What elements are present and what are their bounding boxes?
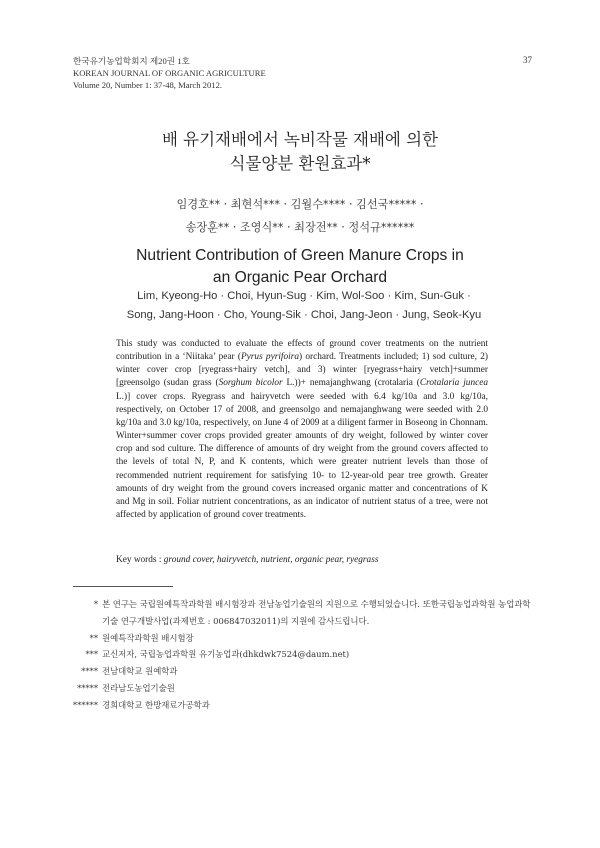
footnote-mark: **	[89, 632, 98, 643]
keywords	[116, 554, 488, 567]
footnote-mark: ****	[81, 666, 98, 677]
footnote-mark: *	[93, 599, 98, 609]
english-authors-line-2: Song, Jang-Hoon · Cho, Young-Sik · Choi, Jang-Jeon · Jung, Seok-Kyu	[126, 309, 482, 321]
footnote-funding: 본 연구는 국립원예특작과학원 배시험장과 전남농업기술원의 지원으로 수행되었습니다. 또한국립농업과학원 농업과학기술 연구개발사업(과제번호 : 006847032011)의 지원에 감사드립니다.	[102, 599, 531, 626]
korean-authors-line-2: 송장훈** · 조영식** · 최장전** · 정석규******	[185, 221, 415, 234]
journal-header	[73, 55, 533, 91]
footnote-affiliation: 전남대학교 원예학과	[102, 666, 178, 677]
english-title-line-2: an Organic Pear Orchard	[212, 269, 388, 286]
footnote-mark: *****	[77, 682, 98, 693]
page-number: 37	[523, 55, 532, 65]
abstract-text-4: L.)] cover crops. Ryegrass and hairyvetch were seeded with 6.4 kg/10a and 3.0 kg/10a, respectively, on October 17 of 2008, and greensolgo and nemajanghwang were seeded with 2.0 kg/10a and 3.0 kg/10a, respectively, on June 4 of 2009 at a diligent farmer in Boseong in Chonnam. Winter+summer cover crops provided greater amounts of dry weight, followed by winter cover crop and sod culture. The difference of amounts of dry weight from the ground covers affected to the levels of total N, P, and K contents, which were greater nutrient levels than those of recommended nutrient requirement for satisfying 10- to 12-year-old pear tree growth. Greater amounts of dry weight from the ground covers increased organic matter and concentrations of K and Mg in soil. Foliar nutrient concentrations, as an indicator of nutrient status of a tree, were not affected by application of ground cover treatments.	[116, 391, 488, 521]
footnote-affiliation: 전라남도농업기술원	[102, 682, 175, 693]
abstract-species-pyrus: Pyrus pyrifoira	[241, 352, 299, 363]
english-authors-line-1: Lim, Kyeong-Ho · Choi, Hyun-Sug · Kim, Wol-Soo · Kim, Sun-Guk ·	[137, 290, 471, 302]
footnote-affiliation: 원예특작과학원 배시험장	[102, 632, 194, 643]
footnote-item	[66, 630, 536, 647]
footnote-corresponding-author: 교신저자, 국립농업과학원 유기농업과(dhkdwk7524@daum.net)	[102, 649, 350, 660]
keywords-label: Key words :	[116, 555, 164, 565]
volume-info: Volume 20, Number 1: 37-48, March 2012.	[73, 80, 223, 90]
abstract-species-sorghum: Sorghum bicolor	[218, 378, 283, 389]
footnotes	[66, 596, 536, 714]
footnote-item	[66, 680, 536, 697]
korean-authors-line-1: 임경호** · 최현석*** · 김월수**** · 김선국***** ·	[176, 198, 424, 211]
english-title-line-1: Nutrient Contribution of Green Manure Crops in	[136, 247, 464, 264]
abstract-species-crotalaria: Crotalaria juncea	[419, 378, 488, 389]
footnote-item	[66, 646, 536, 663]
journal-name-kr: 한국유기농업학회지 제20권 1호	[73, 56, 190, 66]
abstract-text-1: This study was conducted to evaluate the effects of ground cover treatments on the nutrient contribution in a ‘Niitaka’ pear (	[116, 339, 488, 363]
english-title	[80, 245, 520, 289]
keywords-values: ground cover, hairyvetch, nutrient, organic pear, ryegrass	[163, 555, 379, 565]
abstract-text-2: ) orchard. Treatments included; 1) sod culture, 2) winter cover crop [ryegrass+hairy vetch], and 3) winter [ryegrass+hairy vetch]+summer [greensolgo (sudan grass (	[116, 352, 488, 389]
footnote-item	[66, 697, 536, 714]
korean-title-line-2: 식물양분 환원효과*	[229, 154, 371, 173]
korean-authors	[90, 193, 510, 239]
footnote-mark: ***	[85, 649, 98, 660]
footnote-item	[66, 596, 536, 630]
footnote-affiliation: 경희대학교 한방재료가공학과	[102, 699, 210, 710]
abstract	[116, 338, 488, 522]
footnote-item	[66, 663, 536, 680]
journal-name-en: KOREAN JOURNAL OF ORGANIC AGRICULTURE	[73, 68, 266, 78]
english-authors	[80, 287, 528, 325]
footnote-mark: ******	[72, 699, 98, 710]
korean-title-line-1: 배 유기재배에서 녹비작물 재배에 의한	[161, 130, 438, 149]
footnote-divider	[73, 586, 173, 587]
abstract-text-3: L.))+ nemajanghwang (crotalaria (	[282, 378, 420, 389]
korean-title	[80, 128, 520, 176]
